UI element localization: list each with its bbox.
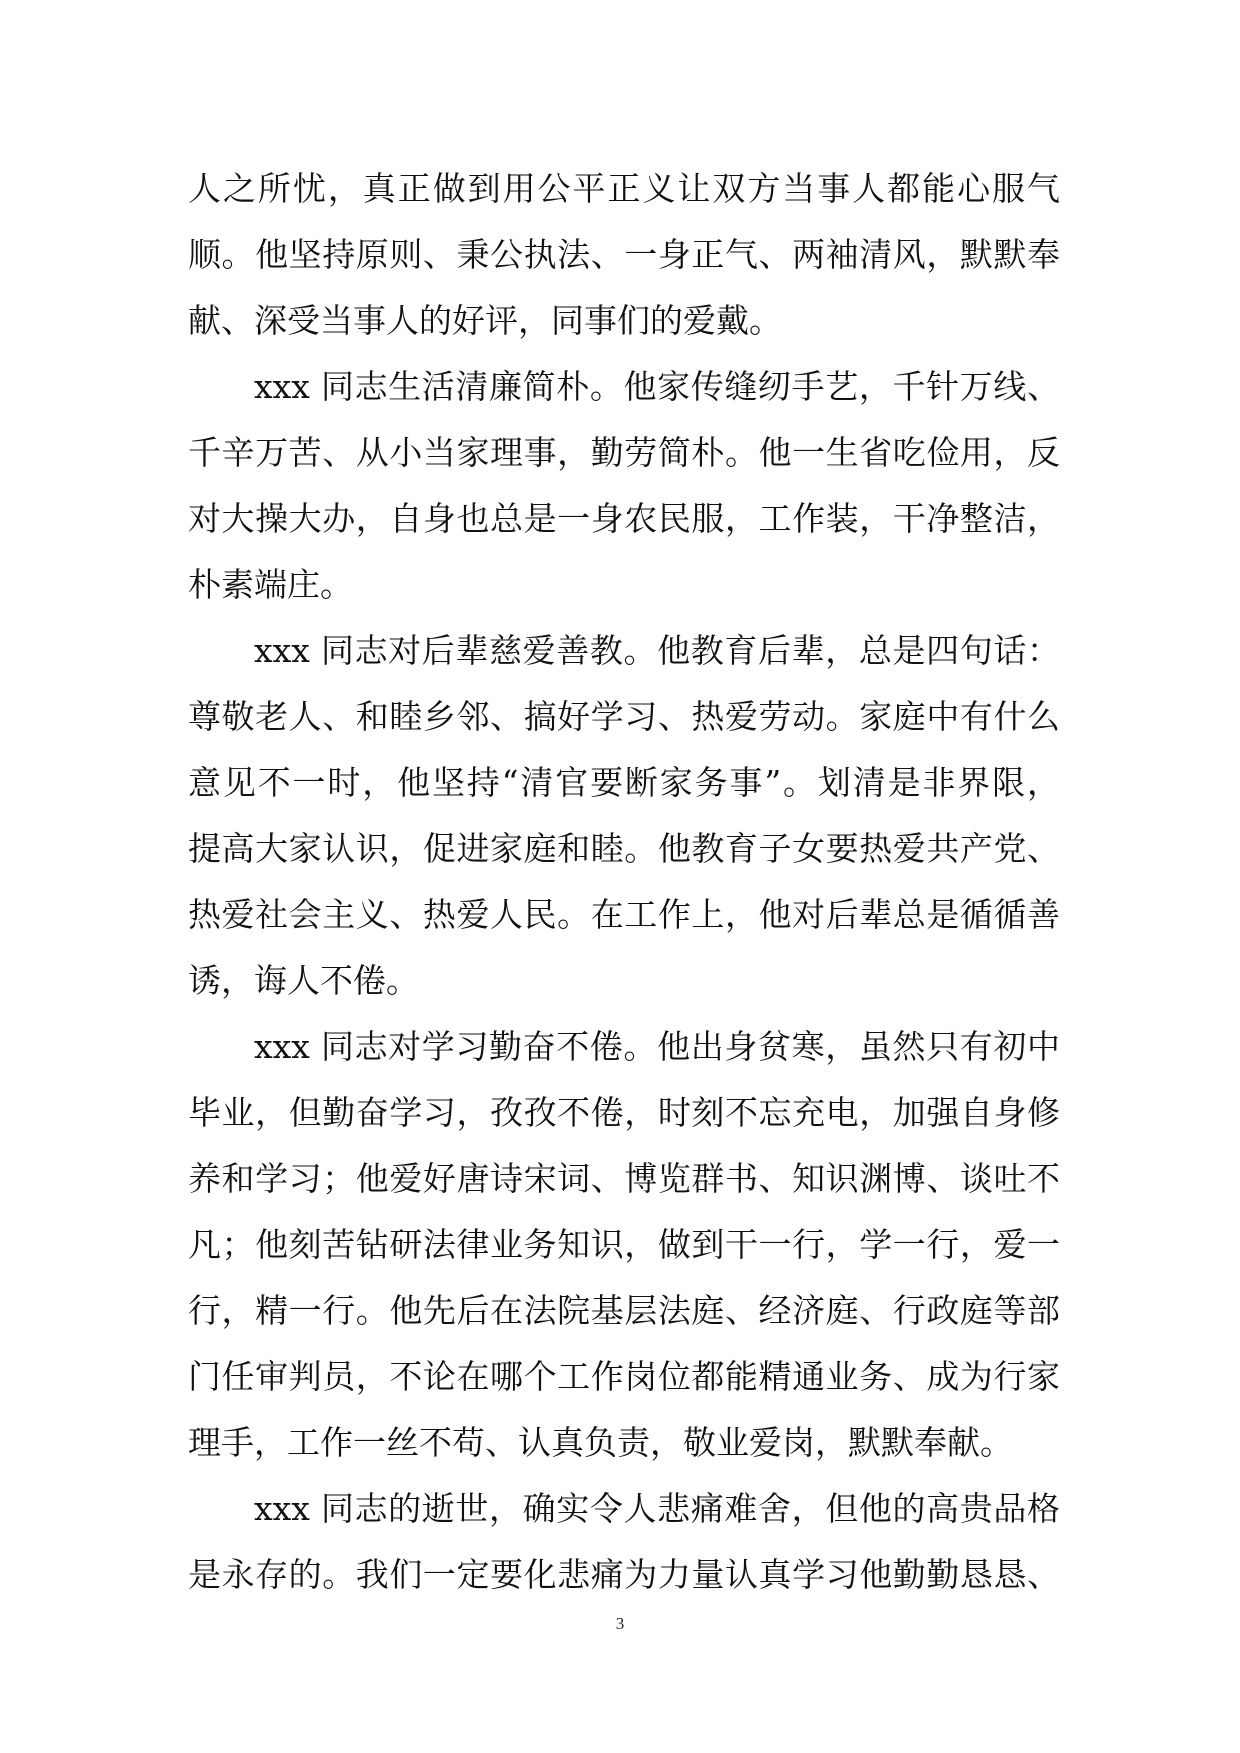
text-line: 顺。他坚持原则、秉公执法、一身正气、两袖清风，默默奉 (188, 235, 1060, 274)
text-line: 提高大家认识，促进家庭和睦。他教育子女要热爱共产党、 (188, 829, 1060, 868)
text-line: 热爱社会主义、热爱人民。在工作上，他对后辈总是循循善 (188, 895, 1060, 934)
text-line: 千辛万苦、从小当家理事，勤劳简朴。他一生省吃俭用，反 (188, 433, 1060, 472)
text-line: 毕业，但勤奋学习，孜孜不倦，时刻不忘充电，加强自身修 (188, 1093, 1060, 1132)
text-line: 朴素端庄。 (188, 565, 353, 604)
text-line: 行，精一行。他先后在法院基层法庭、经济庭、行政庭等部 (188, 1291, 1060, 1330)
text-line: 献、深受当事人的好评，同事们的爱戴。 (188, 301, 782, 340)
paragraph-first-line: xxx 同志对学习勤奋不倦。他出身贫寒，虽然只有初中 (254, 1027, 1060, 1066)
paragraph-first-line: xxx 同志生活清廉简朴。他家传缝纫手艺，千针万线、 (254, 367, 1060, 406)
text-line: 理手，工作一丝不苟、认真负责，敬业爱岗，默默奉献。 (188, 1423, 1013, 1462)
text-line: 门任审判员，不论在哪个工作岗位都能精通业务、成为行家 (188, 1357, 1060, 1396)
text-line: 对大操大办，自身也总是一身农民服，工作装，干净整洁， (188, 499, 1060, 538)
text-line: 养和学习；他爱好唐诗宋词、博览群书、知识渊博、谈吐不 (188, 1159, 1060, 1198)
text-line: 是永存的。我们一定要化悲痛为力量认真学习他勤勤恳恳、 (188, 1555, 1060, 1594)
paragraph-first-line: xxx 同志对后辈慈爱善教。他教育后辈，总是四句话： (254, 631, 1060, 670)
body-text (188, 156, 1060, 1608)
text-line: 凡；他刻苦钻研法律业务知识，做到干一行，学一行，爱一 (188, 1225, 1060, 1264)
page-number: 3 (615, 1614, 625, 1633)
text-line: 尊敬老人、和睦乡邻、搞好学习、热爱劳动。家庭中有什么 (188, 697, 1060, 736)
text-line: 意见不一时，他坚持“清官要断家务事”。划清是非界限， (188, 763, 1060, 802)
text-line: 人之所忧，真正做到用公平正义让双方当事人都能心服气 (188, 169, 1060, 208)
paragraph-first-line: xxx 同志的逝世，确实令人悲痛难舍，但他的高贵品格 (254, 1489, 1060, 1528)
text-line: 诱，诲人不倦。 (188, 961, 419, 1000)
